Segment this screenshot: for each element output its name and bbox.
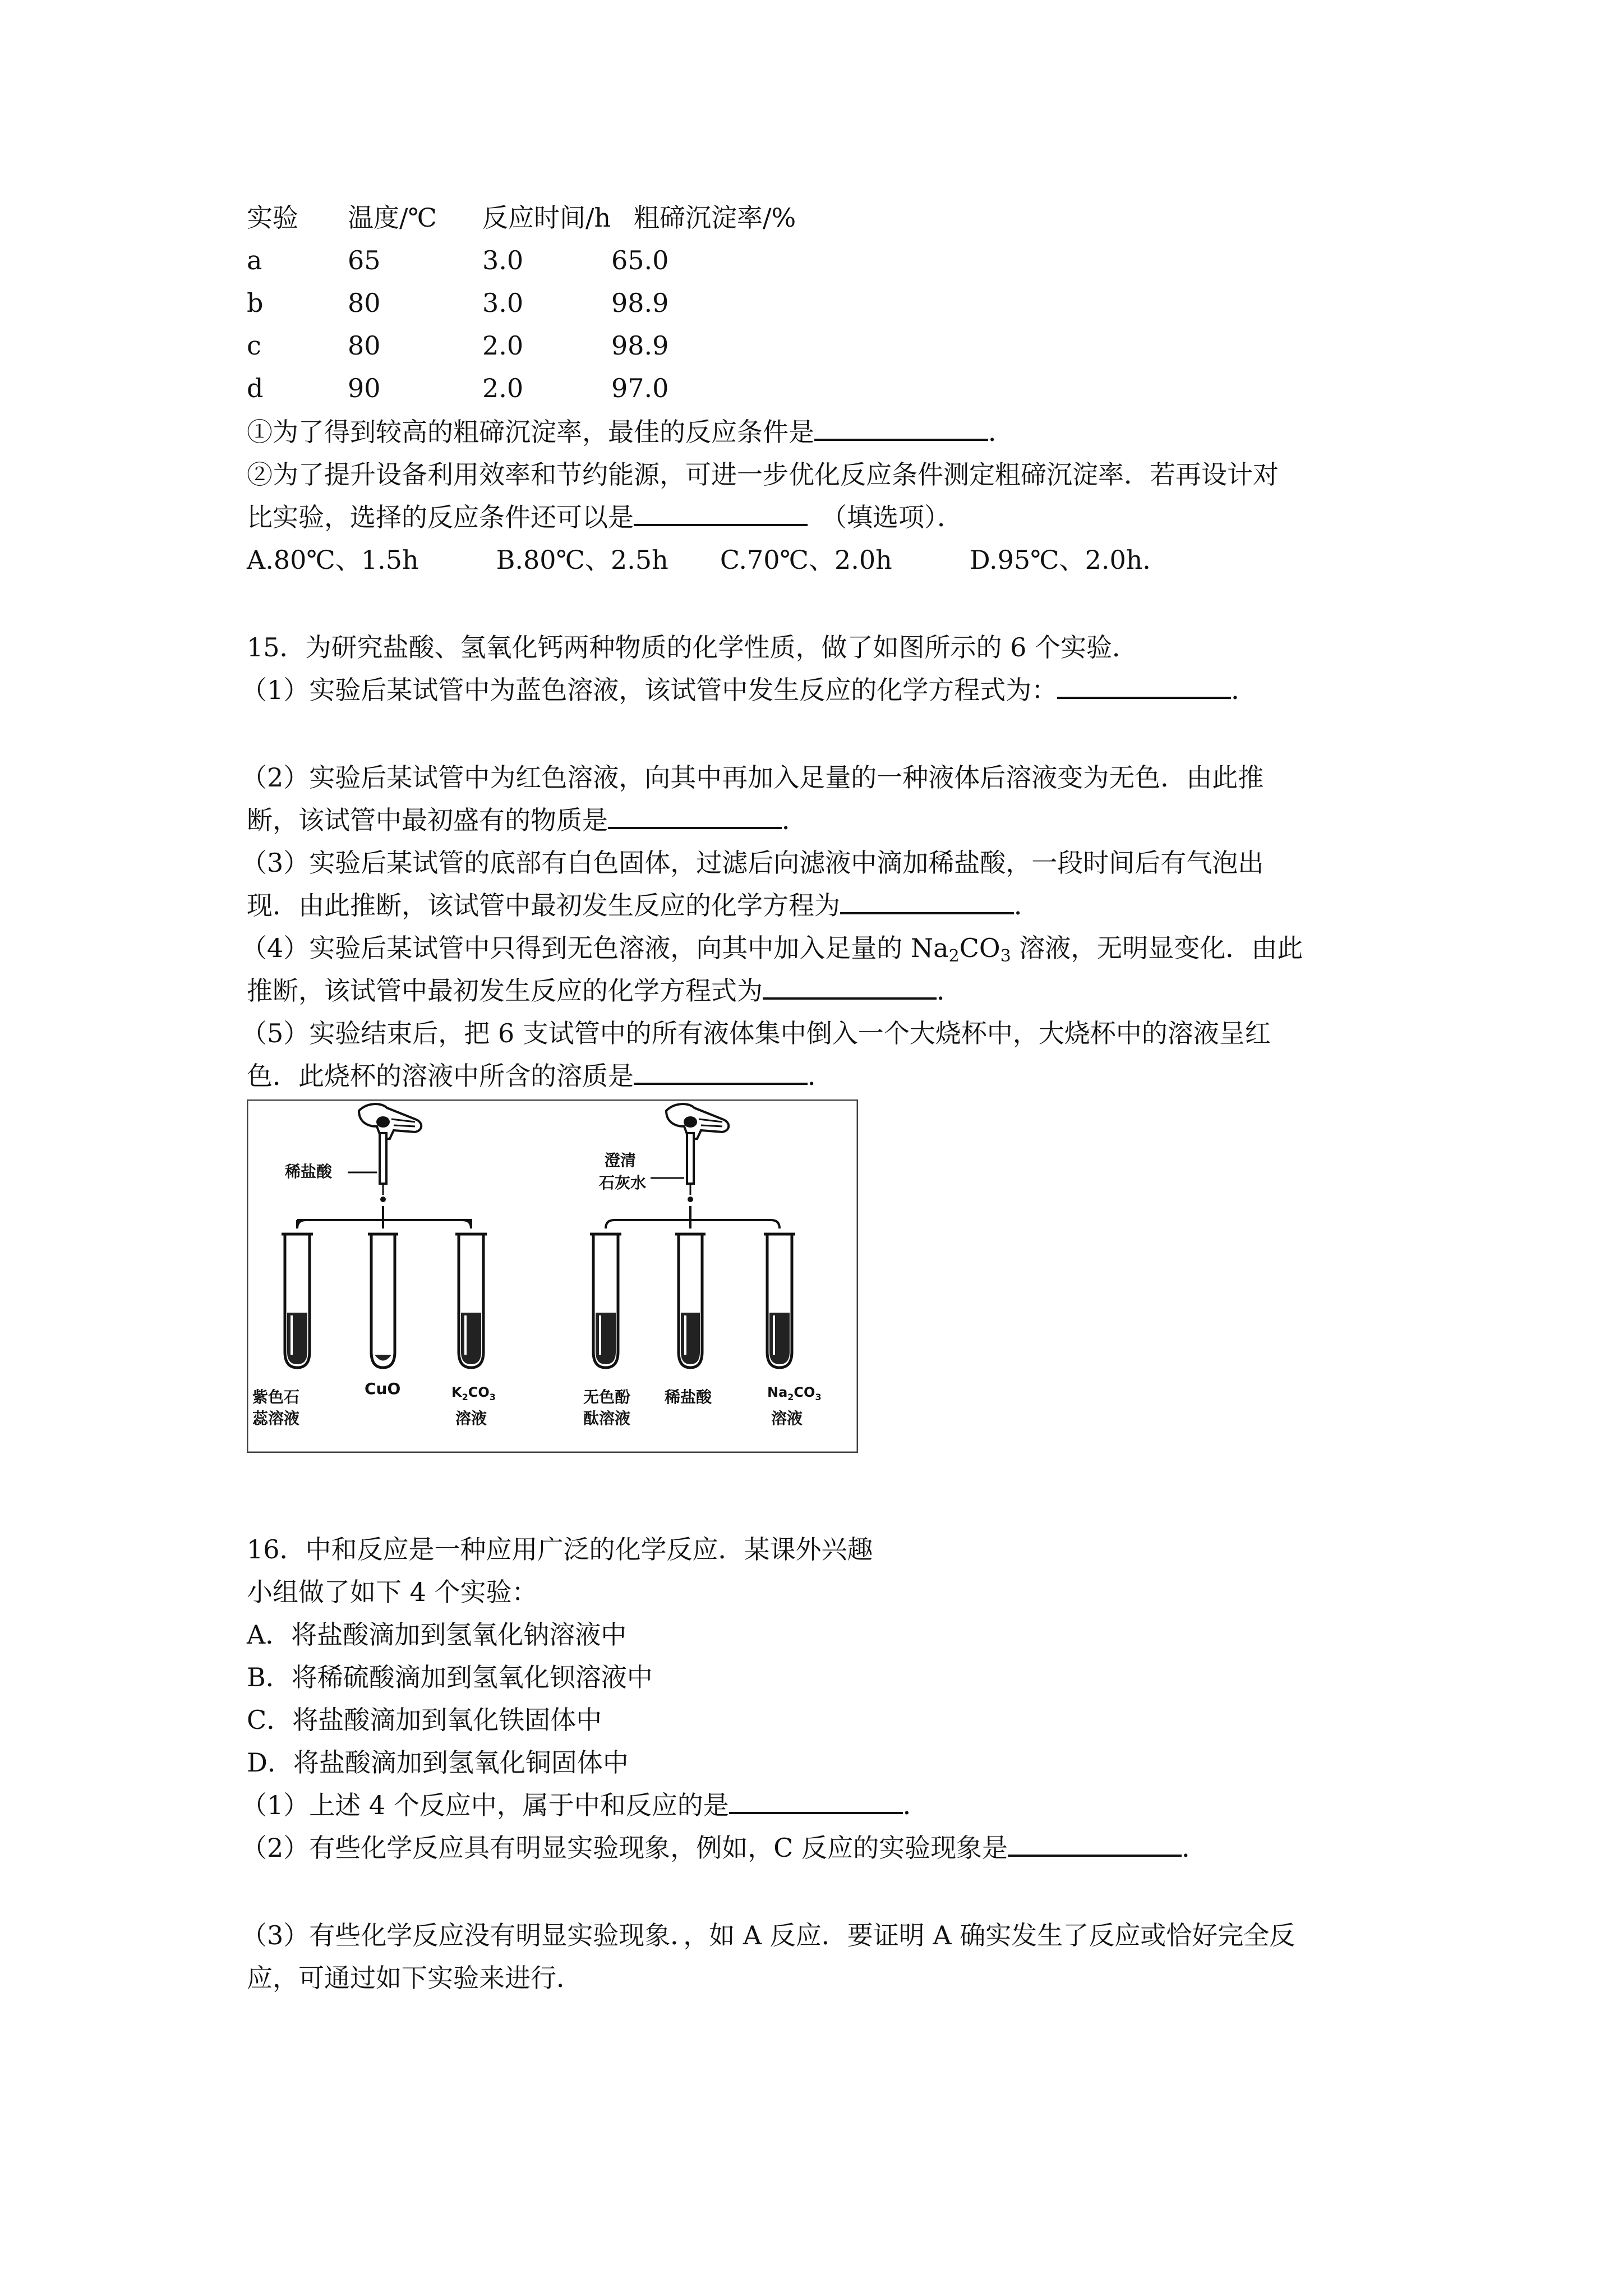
q15-part1: （1）实验后某试管中为蓝色溶液，该试管中发生反应的化学方程式为： ．: [241, 675, 1257, 705]
q16-part3-line1: （3）有些化学反应没有明显实验现象．，如 A 反应．要证明 A 确实发生了反应或恰好完全反: [241, 1920, 1295, 1950]
q16-part3-line2: 应，可通过如下实验来进行．: [247, 1963, 582, 1993]
test-tube-icon: [675, 1234, 706, 1368]
q15-part5-line2: 色．此烧杯的溶液中所含的溶质是 ．: [247, 1061, 833, 1091]
table-cell: 98.9: [611, 330, 669, 361]
left-dropper-icon: [359, 1104, 421, 1202]
table-cell: 2.0: [482, 373, 524, 403]
test-tube-icon: [764, 1234, 795, 1368]
table-cell: 3.0: [482, 288, 524, 318]
q16-stem-line2: 小组做了如下 4 个实验：: [247, 1577, 538, 1607]
tube-label: 无色酚: [583, 1388, 631, 1406]
q14-part1: ①为了得到较高的粗碲沉淀率，最佳的反应条件是 ．: [247, 417, 1014, 447]
tube-label: 稀盐酸: [665, 1388, 712, 1406]
q16-part2: （2）有些化学反应具有明显实验现象，例如，C 反应的实验现象是 ．: [241, 1833, 1208, 1863]
q15-part4-line1: （4）实验后某试管中只得到无色溶液，向其中加入足量的 $Na_2CO_3$ 溶液，无明显变化．由此: [241, 933, 1303, 966]
q15-stem: 15．为研究盐酸、氢氧化钙两种物质的化学性质，做了如图所示的 6 个实验．: [247, 632, 1138, 662]
q16-option-c: C．将盐酸滴加到氧化铁固体中: [247, 1705, 602, 1735]
table-cell: 80: [348, 288, 381, 318]
table-cell: 90: [348, 373, 381, 403]
table-cell: 3.0: [482, 245, 524, 275]
table-cell: 2.0: [482, 330, 524, 361]
q16-stem-line1: 16．中和反应是一种应用广泛的化学反应．某课外兴趣: [247, 1534, 873, 1565]
table-header: 粗碲沉淀率/%: [634, 203, 796, 233]
q15-part3-line2: 现．由此推断，该试管中最初发生反应的化学方程为 ．: [247, 890, 1040, 921]
table-row: [247, 330, 920, 361]
answer-blank[interactable]: [814, 416, 988, 441]
experiment-figure: [247, 1099, 858, 1453]
dropper-label-limewater: 石灰水: [599, 1174, 647, 1192]
q15-part2-line2: 断，该试管中最初盛有的物质是 ．: [247, 805, 808, 835]
table-cell: 65.0: [611, 245, 669, 275]
answer-blank[interactable]: [840, 890, 1014, 914]
answer-blank[interactable]: [763, 975, 937, 1000]
q14-options: A.80℃、1.5h B.80℃、2.5h C.70℃、2.0h D.95℃、2.0h．: [247, 545, 1169, 575]
q16-part1: （1）上述 4 个反应中，属于中和反应的是 ．: [241, 1790, 929, 1820]
table-row: [247, 372, 920, 404]
table-cell: 97.0: [611, 373, 669, 403]
q16-option-a: A．将盐酸滴加到氢氧化钠溶液中: [247, 1619, 627, 1650]
table-header: 实验: [247, 203, 298, 233]
right-dropper-icon: [666, 1104, 728, 1202]
dropper-label-limewater: 澄清: [605, 1151, 637, 1170]
table-cell: a: [247, 245, 262, 275]
test-tube-icon: [368, 1234, 398, 1368]
q15-part2-line1: （2）实验后某试管中为红色溶液，向其中再加入足量的一种液体后溶液变为无色．由此推: [241, 762, 1264, 793]
answer-blank[interactable]: [634, 501, 808, 526]
table-cell: c: [247, 330, 261, 361]
table-row: [247, 245, 920, 276]
tube-label: 蕊溶液: [252, 1409, 300, 1428]
tube-label: 溶液: [455, 1409, 487, 1428]
table-header: 温度/℃: [348, 203, 437, 233]
answer-blank[interactable]: [634, 1060, 808, 1085]
tube-label: 紫色石: [252, 1388, 300, 1406]
q14-part2-line1: ②为了提升设备利用效率和节约能源，可进一步优化反应条件测定粗碲沉淀率．若再设计对: [247, 459, 1279, 490]
q15-part5-line1: （5）实验结束后，把 6 支试管中的所有液体集中倒入一个大烧杯中，大烧杯中的溶液呈红: [241, 1018, 1271, 1048]
table-cell: 98.9: [611, 288, 669, 318]
test-tube-icon: [455, 1234, 487, 1368]
tube-label: $Na_2CO_3$: [767, 1384, 822, 1402]
test-tubes-diagram: [247, 1099, 858, 1453]
test-tube-icon: [590, 1234, 621, 1368]
table-cell: b: [247, 288, 264, 318]
q14-part2-line2: 比实验，选择的反应条件还可以是 （填选项）．: [247, 502, 963, 532]
table-cell: d: [247, 373, 264, 403]
table-cell: 65: [348, 245, 381, 275]
answer-blank[interactable]: [1008, 1832, 1182, 1857]
answer-blank[interactable]: [608, 804, 782, 829]
table-header: 反应时间/h: [482, 203, 611, 233]
tube-label: $K_2CO_3$: [451, 1384, 496, 1402]
q14-part1-text: ①为了得到较高的粗碲沉淀率，最佳的反应条件是: [247, 417, 814, 447]
q15-part3-line1: （3）实验后某试管的底部有白色固体，过滤后向滤液中滴加稀盐酸，一段时间后有气泡出: [241, 848, 1264, 878]
table-cell: 80: [348, 330, 381, 361]
q16-option-d: D．将盐酸滴加到氢氧化铜固体中: [247, 1747, 629, 1778]
answer-blank[interactable]: [729, 1789, 903, 1814]
q16-option-b: B．将稀硫酸滴加到氢氧化钡溶液中: [247, 1662, 653, 1692]
answer-blank[interactable]: [1057, 674, 1231, 699]
tube-label: CuO: [365, 1379, 401, 1398]
q15-part4-line2: 推断，该试管中最初发生反应的化学方程式为 ．: [247, 976, 962, 1006]
table-row: [247, 287, 920, 319]
dropper-label-hcl: 稀盐酸: [285, 1162, 333, 1181]
test-tube-icon: [282, 1234, 313, 1368]
tube-label: 酞溶液: [583, 1409, 631, 1428]
table-header-row: [247, 202, 920, 233]
tube-label: 溶液: [771, 1409, 803, 1428]
